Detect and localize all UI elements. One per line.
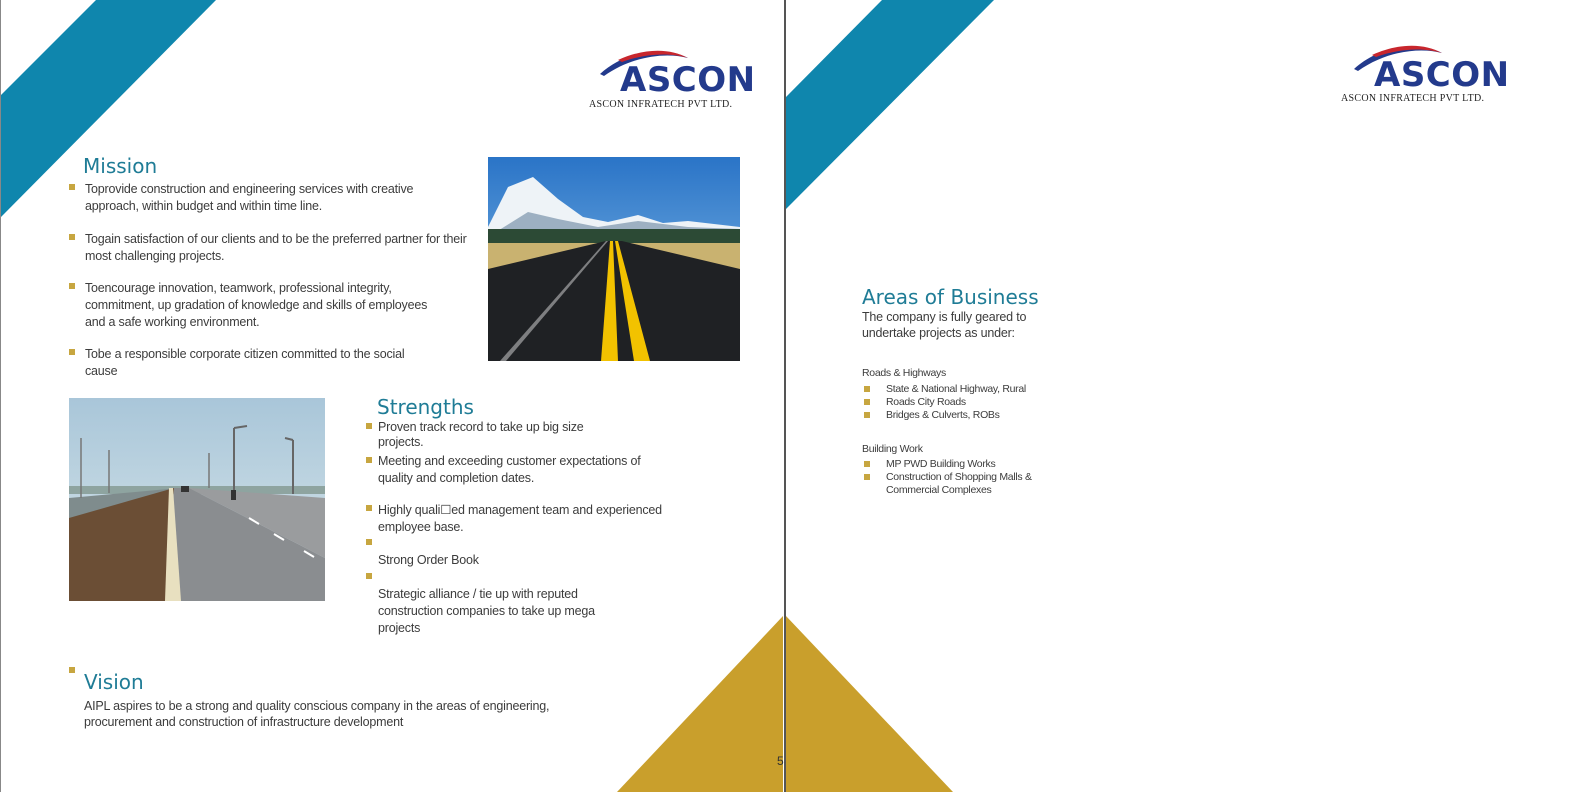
- bullet-icon: [864, 399, 870, 405]
- mission-item: Togain satisfaction of our clients and to be the preferred partner for their most challenging projects.: [85, 232, 467, 263]
- roads-item: Bridges & Culverts, ROBs: [886, 409, 1000, 421]
- bullet-icon: [864, 461, 870, 467]
- roads-item: State & National Highway, Rural: [886, 383, 1026, 395]
- page-divider: [784, 0, 786, 792]
- company-name: ASCON INFRATECH PVT LTD.: [589, 99, 733, 110]
- highway-mountain-photo: [488, 157, 740, 361]
- bullet-icon: [69, 283, 75, 289]
- areas-intro: The company is fully geared to undertake projects as under:: [862, 310, 1027, 340]
- bullet-icon: [366, 457, 372, 463]
- page-number: 5: [777, 754, 784, 768]
- bullet-icon: [69, 349, 75, 355]
- strengths-item: Strategic alliance / tie up with reputed construction companies to take up mega projects: [378, 587, 595, 635]
- bullet-icon: [366, 505, 372, 511]
- company-name-right: ASCON INFRATECH PVT LTD.: [1341, 93, 1485, 104]
- bullet-icon: [69, 667, 75, 673]
- strengths-heading: Strengths: [377, 395, 474, 419]
- vision-heading: Vision: [84, 670, 144, 694]
- building-title: Building Work: [862, 443, 923, 455]
- building-item: MP PWD Building Works: [886, 458, 996, 470]
- mission-item: Tobe a responsible corporate citizen committed to the social cause: [85, 347, 405, 378]
- roads-title: Roads & Highways: [862, 367, 946, 379]
- gold-triangle-left: [617, 616, 783, 792]
- strengths-item: Highly quali☐ed management team and experienced employee base.: [378, 503, 662, 534]
- bullet-icon: [864, 386, 870, 392]
- bullet-icon: [864, 412, 870, 418]
- teal-stripe-right: [785, 0, 994, 210]
- mission-item: Toencourage innovation, teamwork, professional integrity, commitment, up gradation of knowledge and skills of employees and a safe working environment.: [85, 281, 428, 329]
- logo-text: ASCON: [1374, 55, 1510, 95]
- bullet-icon: [864, 474, 870, 480]
- strengths-item: Meeting and exceeding customer expectations of quality and completion dates.: [378, 454, 641, 485]
- strengths-item: Strong Order Book: [378, 553, 479, 567]
- bullet-icon: [366, 573, 372, 579]
- logo-text: ASCON: [620, 60, 756, 100]
- bullet-icon: [69, 184, 75, 190]
- page-edge: [0, 0, 1, 792]
- strengths-item: Proven track record to take up big size projects.: [378, 420, 584, 449]
- building-item: Construction of Shopping Malls & Commercial Complexes: [886, 471, 1032, 496]
- bullet-icon: [366, 539, 372, 545]
- mission-heading: Mission: [83, 154, 158, 178]
- areas-heading: Areas of Business: [862, 285, 1039, 309]
- mission-item: Toprovide construction and engineering services with creative approach, within budget and within time line.: [85, 182, 414, 213]
- bullet-icon: [69, 234, 75, 240]
- highway-streetlight-photo: [69, 398, 325, 601]
- roads-item: Roads City Roads: [886, 396, 966, 408]
- vision-text: AIPL aspires to be a strong and quality conscious company in the areas of engineering, procurement and construction of infrastructure development: [84, 699, 550, 729]
- bullet-icon: [366, 423, 372, 429]
- gold-triangle-right: [786, 616, 953, 792]
